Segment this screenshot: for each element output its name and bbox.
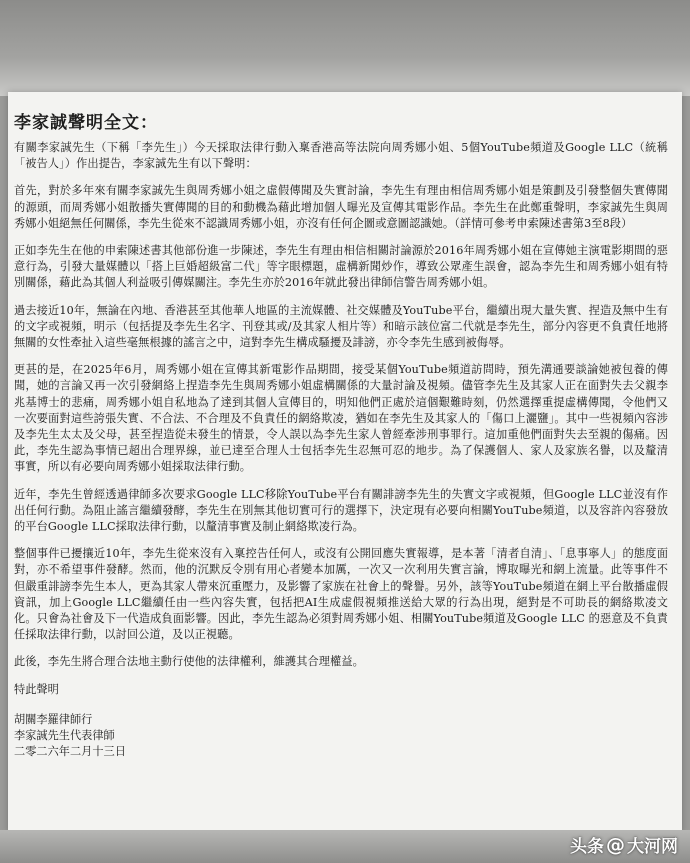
statement-paragraph-3: 過去接近10年，無論在內地、香港甚至其他華人地區的主流媒體、社交媒體及YouTube平台，繼續出現大量失實、捏造及無中生有的文字或視頻，明示（包括提及李先生名字、刊登其或/及其家人相片等）和暗示該位富二代就是李先生，部分內容更不負責任地將無關的女性牽扯入這些毫無根據的謠言之中，這對李先生構成騷擾及誹謗，亦令李先生感到被侮辱。	[14, 303, 668, 350]
statement-title: 李家誠聲明全文：	[14, 113, 158, 133]
statement-paragraph-2: 正如李先生在他的申索陳述書其他部份進一步陳述，李先生有理由相信相關討論源於2016年周秀娜小姐在宣傳她主演電影期間的惡意行為，引發大量媒體以「搭上巨婚超級富二代」等字眼標題，虛構新聞炒作，導致公眾產生誤會，認為李先生和周秀娜小姐有特別關係，藉此為其個人利益吸引傳媒關注。李先生亦於2016年就此發出律師信警告周秀娜小姐。	[14, 244, 668, 290]
statement-intro: 有關李家誠先生（下稱「李先生」）今天採取法律行動入稟香港高等法院向周秀娜小姐、5個YouTube頻道及Google LLC（統稱「被告人」）作出提告，李家誠先生有以下聲明：	[14, 141, 668, 171]
statement-content	[14, 112, 668, 761]
watermark-at-symbol: @	[606, 833, 625, 856]
statement-paragraph-5: 近年，李先生曾經透過律師多次要求Google LLC移除YouTube平台有關誹謗李先生的失實文字或視頻，但Google LLC並沒有作出任何行動。為阻止謠言繼續發酵，李先生在別無其他切實可行的選擇下，決定現有必要向相關YouTube頻道，以及容許內容發放的平台Google LLC採取法律行動，以釐清事實及制止網絡欺凌行為。	[14, 487, 668, 534]
statement-paragraph-6: 整個事件已擾攘近10年，李先生從來沒有入稟控告任何人，或沒有公開回應失實報導，是本著「清者自清」、「息事寧人」的態度面對，亦不希望事件發酵。然而，他的沉默反令別有用心者變本加厲，一次又一次利用失實言論，博取曝光和網上流量。此等事件不但嚴重誹謗李先生本人，更為其家人帶來沉重壓力，及影響了家族在社會上的聲譽。另外，該等YouTube頻道在網上平台散播虛假資訊，加上Google LLC繼續任由一些內容失實，包括把AI生成虛假視頻推送給大眾的行為出現，絕對是不可助長的網絡欺凌文化。只會為社會及下一代造成負面影響。因此，李先生認為必須對周秀娜小姐、相關YouTube頻道及Google LLC 的惡意及不負責任採取法律行動，以討回公道，及以正視聽。	[14, 547, 668, 642]
photo-background-top	[0, 0, 690, 96]
statement-paragraph-1: 首先，對於多年來有關李家誠先生與周秀娜小姐之虛假傳聞及失實討論，李先生有理由相信周秀娜小姐是策劃及引發整個失實傳聞的源頭，而周秀娜小姐散播失實傳聞的目的和動機為藉此增加個人曝光及宣傳其電影作品。李先生在此鄭重聲明，李家誠先生與周秀娜小姐絕無任何關係，李先生從來不認識周秀娜小姐，亦沒有任何企圖或意圖認識她。（詳情可參考申索陳述書第3至8段）	[14, 184, 668, 230]
statement-paragraph-7: 此後，李先生將合理合法地主動行使他的法律權利，維護其合理權益。	[14, 655, 364, 669]
watermark-prefix: 头条	[570, 837, 604, 857]
watermark-name: 大河网	[627, 837, 678, 857]
watermark	[570, 832, 678, 857]
signature-date: 二零二六年二月十三日	[14, 745, 126, 759]
signature-block	[14, 712, 668, 761]
statement-closing: 特此聲明	[14, 682, 59, 696]
signature-role: 李家誠先生代表律師	[14, 729, 115, 743]
statement-paragraph-4: 更甚的是，在2025年6月，周秀娜小姐在宣傳其新電影作品期間，接受某個YouTube頻道訪問時，預先溝通要談論她被包養的傳聞，她的言論又再一次引發網絡上捏造李先生與周秀娜小姐虛構關係的大量討論及視頻。儘管李先生及其家人正在面對失去父親李兆基博士的悲痛，周秀娜小姐自私地為了達到其個人宣傳目的，明知他們正處於這個艱難時刻，仍然選擇重提虛構傳聞，令他們又一次要面對這些誇張失實、不合法、不合理及不負責任的網絡欺凌，猶如在李先生及其家人的「傷口上灑鹽」。其中一些視頻內容涉及李先生太太及父母，甚至捏造從未發生的情景，令人誤以為李先生家人曾經牽涉刑事罪行。這加重他們面對失去至親的傷痛。因此，李先生認為事情已超出合理界線，並已達至合理人士包括李先生忍無可忍的地步。為了保護個人、家人及家族名譽，以及釐清事實，所以有必要向周秀娜小姐採取法律行動。	[14, 363, 668, 474]
signature-firm: 胡關李羅律師行	[14, 712, 93, 726]
statement-paper	[8, 92, 682, 832]
